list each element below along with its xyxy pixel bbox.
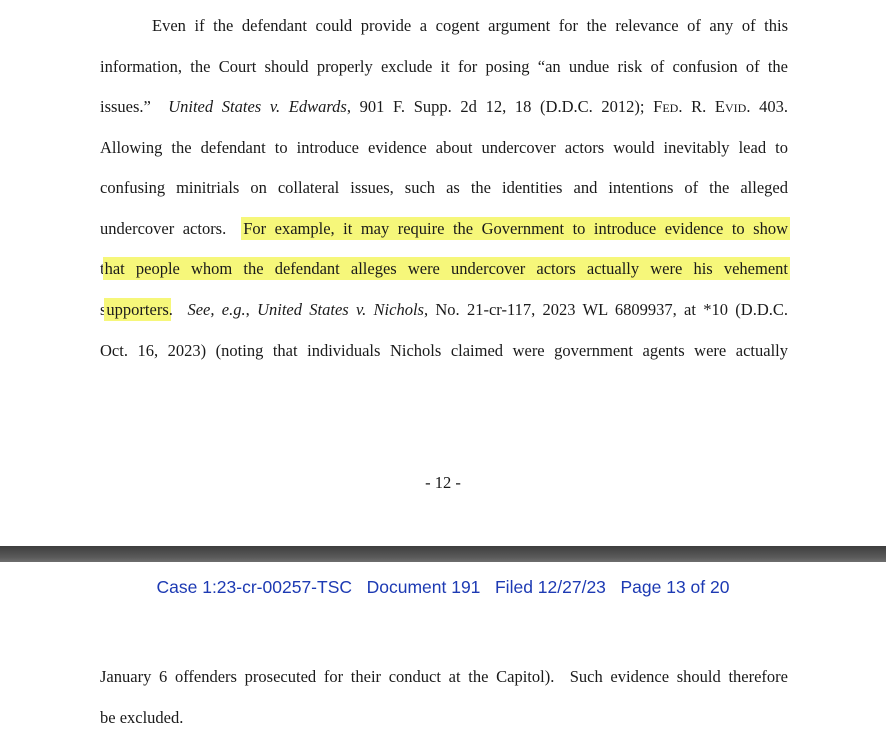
case-citation: United States v. Edwards (168, 97, 347, 116)
paragraph-line-5: confusing minitrials on collateral issues, such as the identities and intentions of the alleged (100, 178, 788, 197)
case-citation: United States v. Nichols (257, 300, 424, 319)
paragraph-line-1: Even if the defendant could provide a cogent argument for the relevance of any of this (152, 16, 788, 35)
paragraph-line-10: January 6 offenders prosecuted for their conduct at the Capitol). Such evidence should therefore (100, 667, 788, 686)
page-number: - 12 - (425, 473, 461, 492)
paragraph-line-7 (100, 258, 788, 280)
text-segment: t (100, 259, 105, 278)
text-segment: undercover actors. (100, 219, 244, 238)
paragraph-line-3 (100, 96, 788, 118)
page-separator (0, 546, 886, 562)
text-segment: issues.” (100, 97, 169, 116)
paragraph-line-9: Oct. 16, 2023) (noting that individuals Nichols claimed were government agents were actually (100, 341, 788, 360)
text-segment: 403. (750, 97, 789, 116)
paragraph-line-4: Allowing the defendant to introduce evidence about undercover actors would inevitably lead to (100, 138, 788, 157)
text-segment: , (245, 300, 258, 319)
text-segment: . (168, 300, 188, 319)
highlighted-text: hat people whom the defendant alleges were undercover actors actually were his vehement (104, 259, 788, 278)
text-segment: s (100, 300, 107, 319)
paragraph-line-2: information, the Court should properly exclude it for posing “an undue risk of confusion of the (100, 57, 788, 76)
paragraph-line-8 (100, 299, 788, 321)
highlighted-text: upporters (106, 300, 169, 319)
citation-signal: See, e.g. (187, 300, 246, 319)
rule-citation: Fed. R. Evid. (653, 97, 751, 116)
text-segment: , 901 F. Supp. 2d 12, 18 (D.D.C. 2012); (346, 97, 654, 116)
paragraph-line-11: be excluded. (100, 708, 184, 727)
paragraph-line-6 (100, 218, 788, 240)
case-header-stamp: Case 1:23-cr-00257-TSC Document 191 Filed 12/27/23 Page 13 of 20 (156, 577, 730, 597)
text-segment: , No. 21-cr-117, 2023 WL 6809937, at *10 (D.D.C. (423, 300, 789, 319)
highlighted-text: For example, it may require the Government to introduce evidence to show (243, 219, 789, 238)
